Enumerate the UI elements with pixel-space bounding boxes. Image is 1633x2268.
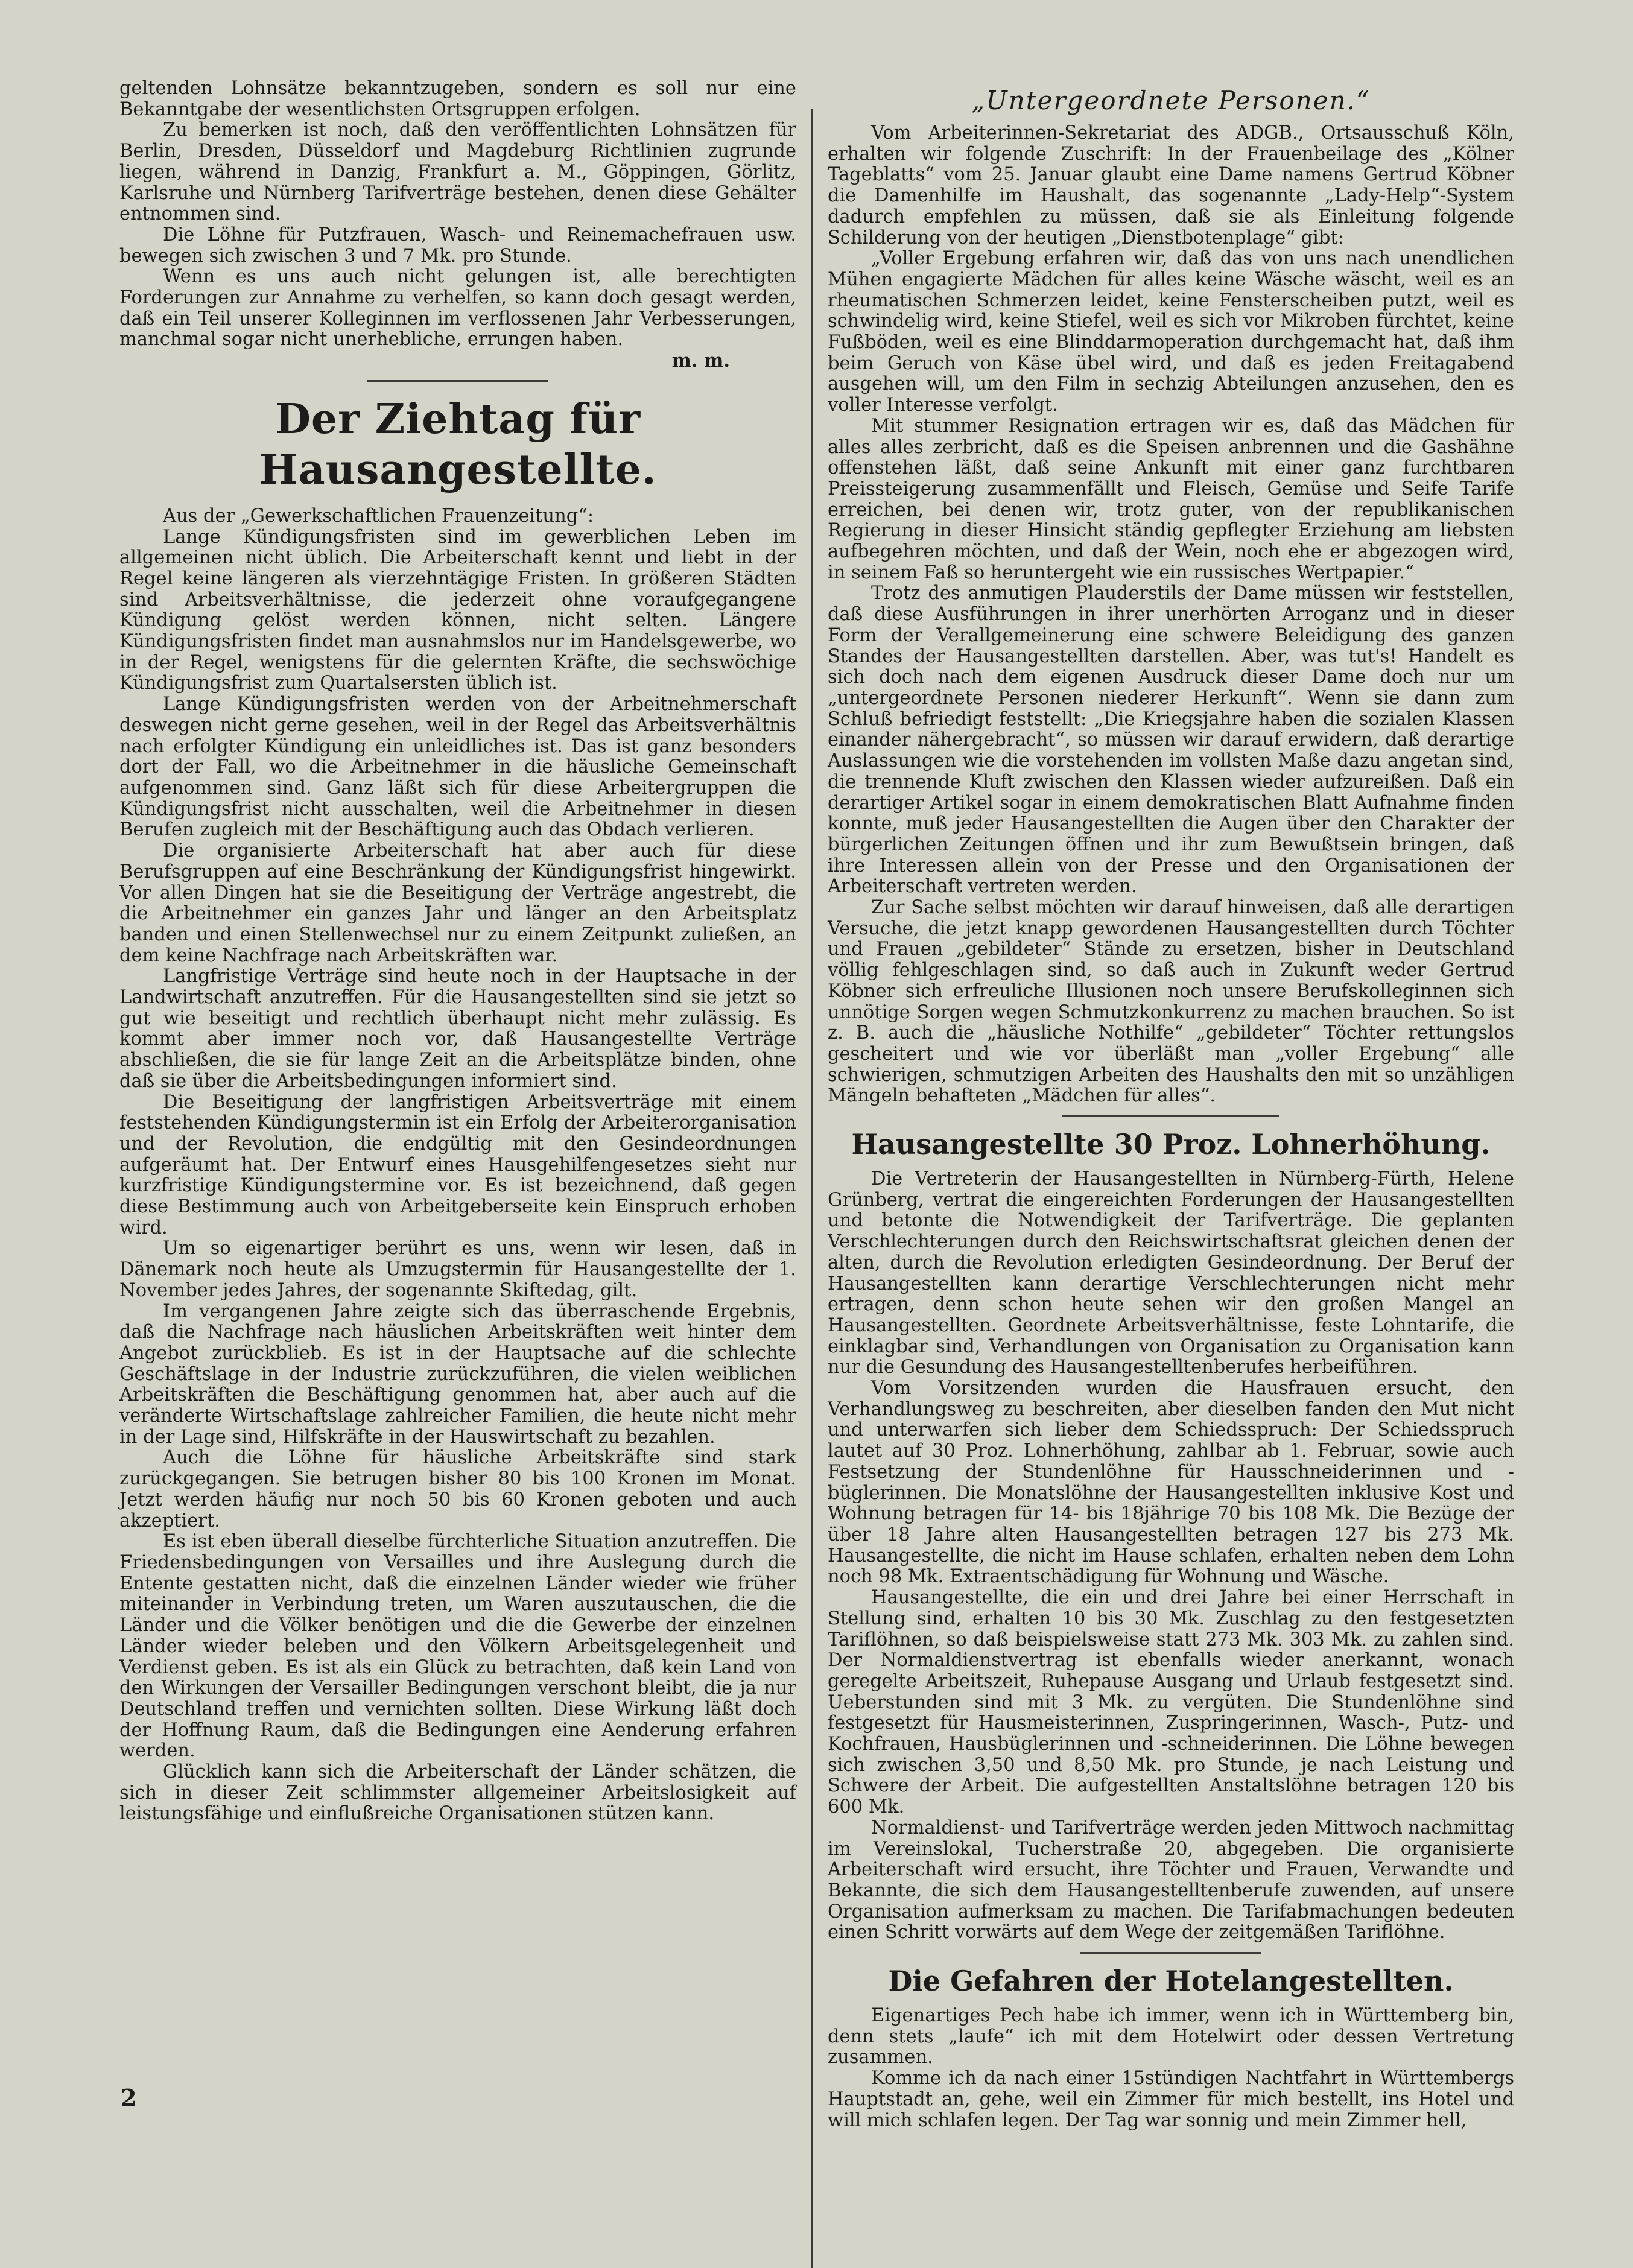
article-headline-ziehtag: Der Ziehtag für Hausangestellte. <box>259 394 657 494</box>
left-column <box>119 78 796 1825</box>
source-line: Aus der „Gewerkschaftlichen Frauenzeitung“: <box>163 505 594 527</box>
separator-rule <box>367 380 548 382</box>
separator-rule <box>1062 1115 1279 1117</box>
article-headline-lohnerhoehung: Hausangestellte 30 Proz. Lohnerhöhung. <box>851 1128 1491 1161</box>
paragraph: Hausangestellte, die ein und drei Jahre bei einer Herrschaft in Stellung sind, erhalten 10 bis 30 Mk. Zuschlag zu den festgesetzten Tariflöhnen, so daß beispielsweise statt 273 Mk. 303 Mk. zu zahlen sind. Der Normaldienstvertrag ist ebenfalls wieder anerkannt, wonach geregelte Arbeitszeit, Ruhepause Ausgang und Urlaub festgesetzt sind. Ueberstunden sind mit 3 Mk. zu vergüten. Die Stundenlöhne sind festgesetzt für Hausmeisterinnen, Zuspringerinnen, Wasch-, Putz- und Kochfrauen, Hausbüglerinnen und -schneiderinnen. Die Löhne bewegen sich zwischen 3,50 und 8,50 Mk. pro Stunde, je nach Leistung und Schwere der Arbeit. Die aufgestellten Anstaltslöhne betragen 120 bis 600 Mk. <box>828 1587 1514 1818</box>
author-signature: m. m. <box>671 350 730 372</box>
paragraph: Lange Kündigungsfristen werden von der Arbeitnehmerschaft deswegen nicht gerne gesehen, weil in der Regel das Arbeitsverhältnis nach erfolgter Kündigung ein unleidliches ist. Das ist ganz besonders dort der Fall, wo die Arbeitnehmer in die häusliche Gemeinschaft aufgenommen sind. Ganz läßt sich für diese Arbeitergruppen die Kündigungsfrist nicht ausschalten, weil die Arbeitnehmer in diesen Berufen zugleich mit der Beschäftigung auch das Obdach verlieren. <box>119 694 796 841</box>
paragraph: Eigenartiges Pech habe ich immer, wenn ich in Württemberg bin, denn stets „laufe“ ich mit dem Hotelwirt oder dessen Vertretung zusammen. <box>828 2005 1514 2068</box>
paragraph: Normaldienst- und Tarifverträge werden jeden Mittwoch nachmittag im Vereinslokal, Tucherstraße 20, abgegeben. Die organisierte Arbeiterschaft wird ersucht, ihre Töchter und Frauen, Verwandte und Bekannte, die sich dem Hausangestelltenberufe zuwenden, auf unsere Organisation aufmerksam zu machen. Die Tarifabmachungen bedeuten einen Schritt vorwärts auf dem Wege der zeitgemäßen Tariflöhne. <box>828 1817 1514 1943</box>
paragraph: Komme ich da nach einer 15stündigen Nachtfahrt in Württembergs Hauptstadt an, gehe, weil ein Zimmer für mich bestellt, ins Hotel und will mich schlafen legen. Der Tag war sonnig und mein Zimmer hell, <box>828 2068 1514 2131</box>
article-headline-untergeordnete: „Untergeordnete Personen.“ <box>971 86 1371 115</box>
paragraph: Mit stummer Resignation ertragen wir es, daß das Mädchen für alles alles zerbricht, daß es die Speisen anbrennen und die Gashähne offenstehen läßt, daß seine Ankunft mit einer ganz furchtbaren Preissteigerung zusammenfällt und Fleisch, Gemüse und Seife Tarife erreichen, bei denen wir, trotz guter, von der republikanischen Regierung in dieser Hinsicht ständig gepflegter Erziehung am liebsten aufbegehren möchten, und daß der Wein, noch ehe er abgezogen wird, in seinem Faß so heruntergeht wie ein russisches Wertpapier.“ <box>828 415 1514 583</box>
paragraph: Es ist eben überall dieselbe fürchterliche Situation anzutreffen. Die Friedensbedingungen von Versailles und ihre Auslegung durch die Entente gestatten nicht, daß die einzelnen Länder wieder wie früher miteinander in Verbindung treten, um Waren auszutauschen, die die Länder und die Völker benötigen und die die Gewerbe der einzelnen Länder wieder beleben und den Völkern Arbeitsgelegenheit und Verdienst geben. Es ist als ein Glück zu betrachten, daß kein Land von den Wirkungen der Versailler Bedingungen verschont bleibt, die ja nur Deutschland treffen und vernichten sollten. Diese Wirkung läßt doch der Hoffnung Raum, daß die Bedingungen eine Aenderung erfahren werden. <box>119 1531 796 1762</box>
paragraph: Die organisierte Arbeiterschaft hat aber auch für diese Berufsgruppen auf eine Beschränkung der Kündigungsfrist hingewirkt. Vor allen Dingen hat sie die Beseitigung der Verträge angestrebt, die die Arbeitnehmer ein ganzes Jahr und länger an den Arbeitsplatz banden und einen Stellenwechsel nur zu einem Zeitpunkt zuließen, an dem keine Nachfrage nach Arbeitskräften war. <box>119 840 796 966</box>
paragraph: Glücklich kann sich die Arbeiterschaft der Länder schätzen, die sich in dieser Zeit schlimmster allgemeiner Arbeitslosigkeit auf leistungsfähige und einflußreiche Organisationen stützen kann. <box>119 1761 796 1825</box>
paragraph: Vom Arbeiterinnen-Sekretariat des ADGB., Ortsausschuß Köln, erhalten wir folgende Zuschrift: In der Frauenbeilage des „Kölner Tageblatts“ vom 25. Januar glaubt eine Dame namens Gertrud Köbner die Damenhilfe im Haushalt, das sogenannte „Lady-Help“-System dadurch empfehlen zu müssen, daß sie als Einleitung folgende Schilderung von der heutigen „Dienstbotenplage“ gibt: <box>828 122 1514 249</box>
paragraph: geltenden Lohnsätze bekanntzugeben, sondern es soll nur eine Bekanntgabe der wesentlichsten Ortsgruppen erfolgen. <box>119 78 796 120</box>
paragraph: Zu bemerken ist noch, daß den veröffentlichten Lohnsätzen für Berlin, Dresden, Düsseldorf und Magdeburg Richtlinien zugrunde liegen, während in Danzig, Frankfurt a. M., Göppingen, Görlitz, Karlsruhe und Nürnberg Tarifverträge bestehen, denen diese Gehälter entnommen sind. <box>119 119 796 225</box>
paragraph: Die Beseitigung der langfristigen Arbeitsverträge mit einem feststehenden Kündigungstermin ist ein Erfolg der Arbeiterorganisation und der Revolution, die endgültig mit den Gesindeordnungen aufgeräumt hat. Der Entwurf eines Hausgehilfengesetzes sieht nur kurzfristige Kündigungstermine vor. Es ist bezeichnend, daß gegen diese Bestimmung auch von Arbeitgeberseite kein Einspruch erhoben wird. <box>119 1091 796 1238</box>
paragraph: Vom Vorsitzenden wurden die Hausfrauen ersucht, den Verhandlungsweg zu beschreiten, aber dieselben fanden den Mut nicht und unterwarfen sich lieber dem Schiedsspruch: Der Schiedsspruch lautet auf 30 Proz. Lohnerhöhung, zahlbar ab 1. Februar, sowie auch Festsetzung der Stundenlöhne für Hausschneiderinnen und -büglerinnen. Die Monatslöhne der Hausangestellten inklusive Kost und Wohnung betragen für 14- bis 18jährige 70 bis 108 Mk. Die Bezüge der über 18 Jahre alten Hausangestellten betragen 127 bis 273 Mk. Hausangestellte, die nicht im Hause schlafen, erhalten neben dem Lohn noch 98 Mk. Extraentschädigung für Wohnung und Wäsche. <box>828 1378 1514 1588</box>
paragraph: Trotz des anmutigen Plauderstils der Dame müssen wir feststellen, daß diese Ausführungen in ihrer unerhörten Arroganz und in dieser Form der Verallgemeinerung eine schwere Beleidigung des ganzen Standes der Hausangestellten darstellen. Aber, was tut's! Handelt es sich doch nach dem eigenen Ausdruck dieser Dame doch nur um „untergeordnete Personen niederer Herkunft“. Wenn sie dann zum Schluß befriedigt feststellt: „Die Kriegsjahre haben die sozialen Klassen einander nähergebracht“, so müssen wir darauf erwidern, daß derartige Auslassungen wie die vorstehenden im vollsten Maße dazu angetan sind, die trennende Kluft zwischen den Klassen wieder aufzureißen. Daß ein derartiger Artikel sogar in einem demokratischen Blatt Aufnahme finden konnte, muß jeder Hausangestellten die Augen über den Charakter der bürgerlichen Zeitungen öffnen und ihr zum Bewußtsein bringen, daß ihre Interessen allein von der Presse und den Organisationen der Arbeiterschaft vertreten werden. <box>828 583 1514 898</box>
paragraph: Die Vertreterin der Hausangestellten in Nürnberg-Fürth, Helene Grünberg, vertrat die eingereichten Forderungen der Hausangestellten und betonte die Notwendigkeit der Tarifverträge. Die geplanten Verschlechterungen durch den Reichswirtschaftsrat gleichen denen der alten, durch die Revolution erledigten Gesindeordnung. Der Beruf der Hausangestellten kann derartige Verschlechterungen nicht mehr ertragen, denn schon heute sehen wir den großen Mangel an Hausangestellten. Geordnete Arbeitsverhältnisse, feste Lohntarife, die einklagbar sind, Verhandlungen von Organisation zu Organisation kann nur die Gesundung des Hausangestelltenberufes herbeiführen. <box>828 1168 1514 1378</box>
paragraph: Langfristige Verträge sind heute noch in der Hauptsache in der Landwirtschaft anzutreffen. Für die Hausangestellten sind sie jetzt so gut wie beseitigt und rechtlich überhaupt nicht mehr zulässig. Es kommt aber immer noch vor, daß Hausangestellte Verträge abschließen, die sie für lange Zeit an die Arbeitsplätze binden, ohne daß sie über die Arbeitsbedingungen informiert sind. <box>119 966 796 1092</box>
paragraph: Lange Kündigungsfristen sind im gewerblichen Leben im allgemeinen nicht üblich. Die Arbeiterschaft kennt und liebt in der Regel keine längeren als vierzehntägige Fristen. In größeren Städten sind Arbeitsverhältnisse, die jederzeit ohne voraufgegangene Kündigung gelöst werden können, nicht selten. Längere Kündigungsfristen findet man ausnahmslos nur im Handelsgewerbe, wo in der Regel, wenigstens für die gelernten Kräfte, die sechswöchige Kündigungsfrist zum Quartalsersten üblich ist. <box>119 526 796 694</box>
paragraph: Wenn es uns auch nicht gelungen ist, alle berechtigten Forderungen zur Annahme zu verhelfen, so kann doch gesagt werden, daß ein Teil unserer Kolleginnen im verflossenen Jahr Verbesserungen, manchmal sogar nicht unerhebliche, errungen haben. <box>119 266 796 350</box>
paragraph: Die Löhne für Putzfrauen, Wasch- und Reinemachefrauen usw. bewegen sich zwischen 3 und 7 Mk. pro Stunde. <box>119 224 796 267</box>
separator-rule <box>1080 1952 1261 1954</box>
paragraph: Um so eigenartiger berührt es uns, wenn wir lesen, daß in Dänemark noch heute als Umzugstermin für Hausangestellte der 1. November jedes Jahres, der sogenannte Skiftedag, gilt. <box>119 1238 796 1301</box>
page-number: 2 <box>121 2084 137 2111</box>
article-headline-hotelangestellte: Die Gefahren der Hotelangestellten. <box>888 1965 1454 1998</box>
right-column <box>828 78 1514 2131</box>
column-divider <box>811 109 813 2268</box>
paragraph: „Voller Ergebung erfahren wir, daß das von uns nach unendlichen Mühen engagierte Mädchen für alles keine Wäsche wäscht, weil es an rheumatischen Schmerzen leidet, keine Fensterscheiben putzt, weil es schwindelig wird, keine Stiefel, weil es sich vor Mikroben fürchtet, keine Fußböden, weil es eine Blinddarmoperation durchgemacht hat, daß ihm beim Geruch von Käse übel wird, und daß es jeden Freitagabend ausgehen will, um den Film in sechzig Abteilungen anzusehen, den es voller Interesse verfolgt. <box>828 248 1514 416</box>
paragraph: Im vergangenen Jahre zeigte sich das überraschende Ergebnis, daß die Nachfrage nach häuslichen Arbeitskräften weit hinter dem Angebot zurückblieb. Es ist in der Hauptsache auf die schlechte Geschäftslage in der Industrie zurückzuführen, die vielen weiblichen Arbeitskräften die Beschäftigung genommen hat, aber auch auf die veränderte Wirtschaftslage zahlreicher Familien, die heute nicht mehr in der Lage sind, Hilfskräfte in der Hauswirtschaft zu bezahlen. <box>119 1300 796 1448</box>
paragraph: Zur Sache selbst möchten wir darauf hinweisen, daß alle derartigen Versuche, die jetzt knapp gewordenen Hausangestellten durch Töchter und Frauen „gebildeter“ Stände zu ersetzen, bisher in Deutschland völlig fehlgeschlagen sind, so daß auch in Zukunft weder Gertrud Köbner sich erfreuliche Illusionen noch unsere Berufskolleginnen sich unnötige Sorgen wegen Schmutzkonkurrenz zu machen brauchen. So ist z. B. auch die „häusliche Nothilfe“ „gebildeter“ Töchter rettungslos gescheitert und wie vor überläßt man „voller Ergebung“ alle schwierigen, schmutzigen Arbeiten des Haushalts den mit so unzähligen Mängeln behafteten „Mädchen für alles“. <box>828 897 1514 1107</box>
paragraph: Auch die Löhne für häusliche Arbeitskräfte sind stark zurückgegangen. Sie betrugen bisher 80 bis 100 Kronen im Monat. Jetzt werden häufig nur noch 50 bis 60 Kronen geboten und auch akzeptiert. <box>119 1447 796 1532</box>
